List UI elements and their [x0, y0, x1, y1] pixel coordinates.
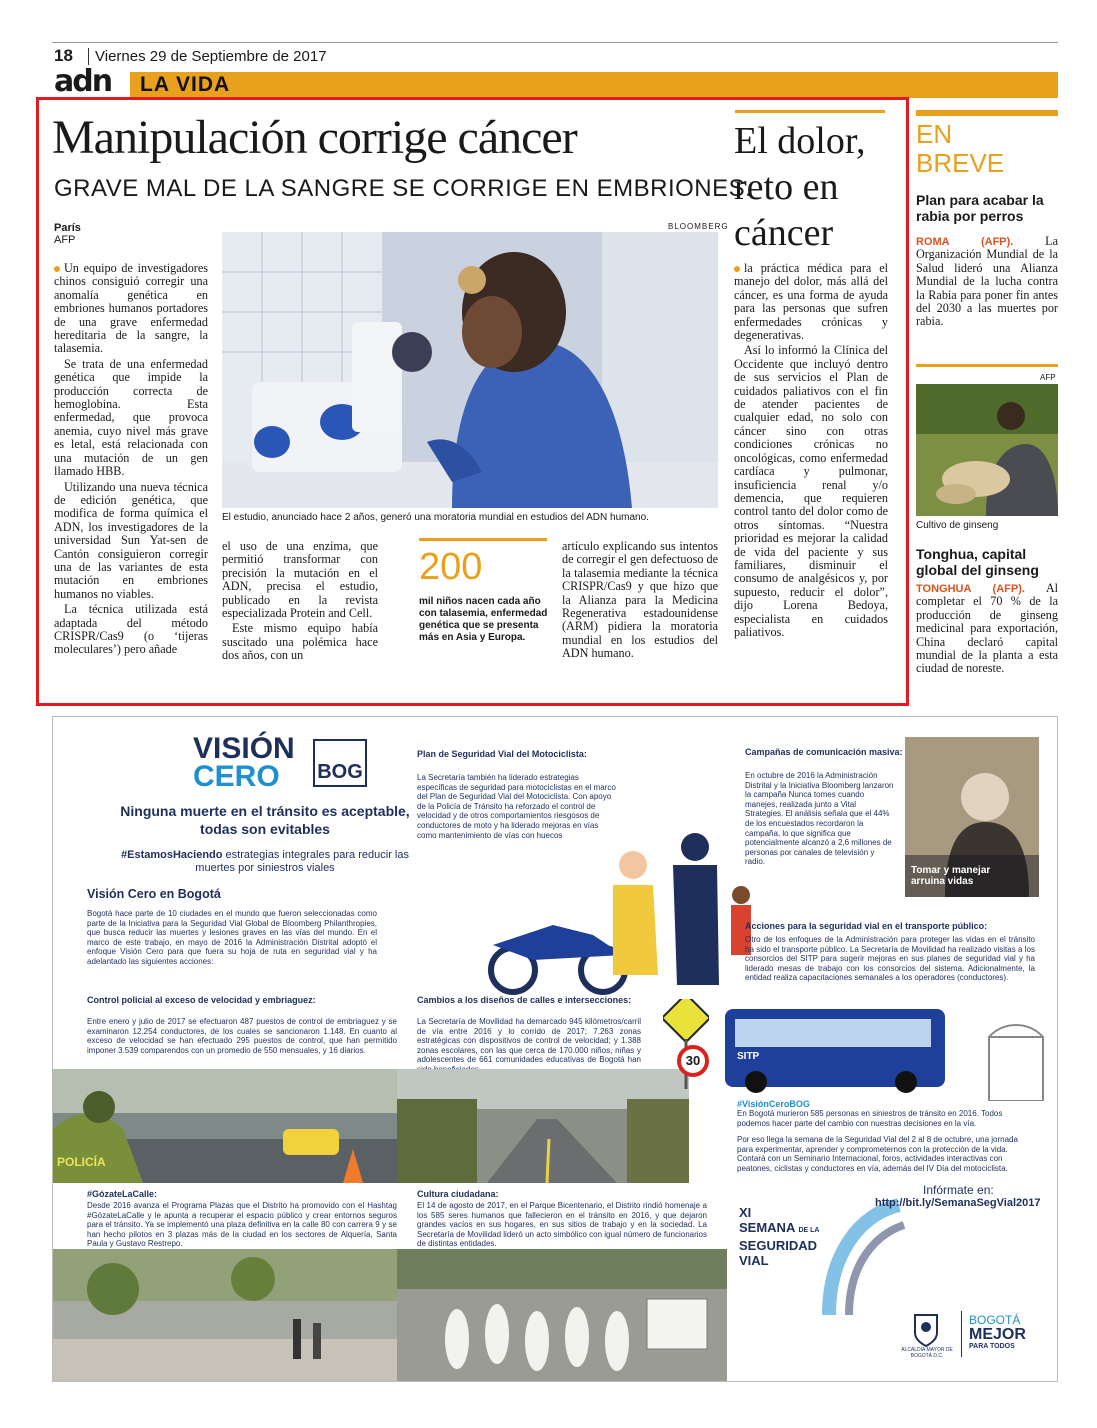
ad-hashtag-rest: estrategias integrales para reducir las muertes por siniestros viales	[195, 849, 409, 874]
police-label: POLICÍA	[57, 1155, 106, 1169]
brief-text-2: Al completar el 70 % de la producción de ginseng medicinal para exportación, China declaró capital mundial de la planta a esta ciudad de noreste.	[916, 581, 1058, 676]
bullet-dot	[54, 266, 60, 272]
article-column-1	[54, 262, 208, 659]
vc-title: Visión Cero en Bogotá	[87, 887, 221, 901]
side-article-body	[734, 262, 888, 641]
police-text: Entre enero y julio de 2017 se efectuaron 487 puestos de control de embriaguez y se examinaron 12.254 conductores, de los cuales se sancionaron 1.148. En cuanto al exceso de velocidad se han efectuado 295 puestos de control, que han permitido imponer 3.539 comparendos con un promedio de 550 mensuales, y 16 diarios.	[87, 1017, 397, 1055]
lab-scene-illustration	[222, 232, 718, 508]
campaign-text: En octubre de 2016 la Administración Distrital y la Iniciativa Bloomberg lanzaron la campaña Nunca tomes cuando manejes, realizada junto a Vital Strategies. El análisis señala que el 44% de los encuestados recordaron la campaña, lo que significa que potencialmente alcanzó a 2,6 millones de personas por canales de televisión y radio.	[745, 771, 894, 867]
brief-body-1	[916, 235, 1058, 329]
photo-credit: BLOOMBERG	[668, 222, 729, 231]
bus-stop-illustration	[983, 1017, 1049, 1101]
photo-caption: El estudio, anunciado hace 2 años, generó una moratoria mundial en estudios del ADN humano.	[222, 512, 649, 523]
bus-wheel	[895, 1071, 917, 1093]
dateline-city: París	[54, 222, 81, 234]
en-breve-line1: EN	[916, 119, 953, 149]
streets-text: La Secretaría de Movilidad ha demarcado 945 kilómetros/carril de vía entre 2016 y lo corrido de 2017; 7.263 zonas estratégicas con dispositivos de control de velocidad; y 1.388 zonas escolares, con las que cerca de 170.000 niños, niñas y adolescentes de 661 comunidades educativas de Bogotá han	[417, 1017, 641, 1065]
police-photo	[53, 1069, 397, 1183]
main-headline: Manipulación corrige cáncer	[52, 111, 577, 164]
vcb-hashtag: #VisiónCeroBOG	[737, 1099, 810, 1109]
stat-number: 200	[419, 546, 483, 588]
poster-slogan: Tomar y manejar arruina vidas	[911, 865, 991, 887]
brief-headline-1: Plan para acabar la rabia por perros	[916, 192, 1044, 224]
ad-hashtag-line	[115, 849, 415, 875]
article-column-3	[562, 540, 718, 663]
col1-paragraph: Un equipo de investigadores chinos consiguió corregir una anomalía genética en embriones humanos portadores de una grave enfermedad hereditaria de la sangre, la talasemia.	[54, 261, 208, 356]
streets-scene	[397, 1069, 689, 1183]
brief-kicker-2: TONGHUA (AFP).	[916, 583, 1025, 595]
streets-photo	[397, 1069, 689, 1183]
stat-rule	[419, 538, 547, 541]
logo-divider	[961, 1311, 962, 1357]
logo-cero: CERO	[193, 760, 280, 793]
ginseng-illustration	[916, 384, 1058, 516]
speed-limit-sign: 30	[677, 1045, 709, 1077]
bus-windows	[735, 1019, 931, 1047]
vision-cero-logo	[193, 732, 295, 793]
col1-paragraph: La técnica utilizada está adaptada del método CRISPR/Cas9 (o ‘tijeras moleculares’) pero añade	[54, 602, 208, 657]
cultura-title: Cultura ciudadana:	[417, 1189, 499, 1199]
col2-paragraph: el uso de una enzima, que permitió transformar con precisión la mutación en el ADN, precisa el estudio, publicado en la revista especializada Protein and Cell.	[222, 539, 378, 621]
gozate-text: Desde 2016 avanza el Programa Plazas que el Distrito ha promovido con el Hashtag #GózateLaCalle y le apunta a recuperar el espacio público y crear entornos seguros para el tránsito. Ya se implementó una plaza definitiva en la calle 80 con carrera 9 y se han hecho pilotos en 3 plazas más de la ciudad en los sectores de Alquería, Santa Paula y Gustavo Restrepo.	[87, 1201, 397, 1249]
ad-hashtag: #EstamosHaciendo	[121, 849, 223, 861]
semana-xi: XI	[739, 1205, 752, 1220]
section-bar	[130, 72, 1058, 98]
plaza-scene	[53, 1249, 397, 1381]
bogota-coat-of-arms-icon	[911, 1313, 941, 1347]
semana-de-la: DE LA	[798, 1227, 820, 1234]
transport-title: Acciones para la seguridad vial en el transporte público:	[745, 921, 988, 931]
logo-bog: BOG	[313, 739, 367, 787]
section-title: LA VIDA	[140, 73, 231, 96]
en-breve-title	[916, 120, 1004, 178]
page-number: 18	[54, 46, 73, 65]
sitp-bus	[725, 1009, 945, 1087]
informate-label: Infórmate en:	[923, 1183, 994, 1197]
vision-cero-ad	[52, 716, 1058, 1382]
brief-photo-credit: AFP	[1040, 373, 1056, 382]
alcaldia-label: ALCALDÍA MAYOR DE BOGOTÁ D.C.	[901, 1347, 953, 1359]
streets-title: Cambios a los diseños de calles e intersecciones:	[417, 995, 632, 1005]
ceremony-scene	[397, 1249, 727, 1381]
side-rule	[735, 110, 885, 113]
adn-logo: adn	[54, 64, 112, 99]
moto-title: Plan de Seguridad Vial del Motociclista:	[417, 749, 587, 759]
col1-paragraph: Utilizando una nueva técnica de edición genética, que modifica de forma química el ADN, los investigadores de la universidad Sun Yat-sen de Cantón consiguieron corregir una de las variantes de esta mutación en embriones humanos no viables.	[54, 479, 208, 601]
semana-vial: VIAL	[739, 1253, 769, 1268]
col3-paragraph: artículo explicando sus intentos de corregir el gen defectuoso de la talasemia mediante la técnica CRISPR/Cas9 y que hizo que la Alianza para la Medicina Regenerativa estadounidense (ARM) pidiera la moratoria mundial en los estudios del ADN humano.	[562, 539, 718, 661]
semana-seguridad: SEGURIDAD	[739, 1238, 818, 1253]
main-subhead: GRAVE MAL DE LA SANGRE SE CORRIGE EN EMBRIONES.	[54, 175, 753, 202]
transport-text: Otro de los enfoques de la Administración para proteger las vidas en el tránsito ha sido el transporte público. La Secretaría de Movilidad ha realizado visitas a los consorcios del SITP para sugerir mejoras en sus planes de seguridad vial y ha liderado mesas de trabajo con los consorcios del sistema. Adicionalmente, la entidad realiza capacitaciones semanales a los operadores (conductores).	[745, 935, 1035, 983]
logo-bogota: BOGOTÁ	[969, 1313, 1021, 1327]
moto-text: La Secretaría también ha liderado estrategias específicas de seguridad para motociclistas en el marco del Plan de Seguridad Vial del Motociclista. Con apoyo de la Policía de Tránsito ha reforzado el control de velocidad y de otros comportamientos riesgosos de conductores de moto y ha liderado mejoras en vías como mantenimiento de vías con huecos	[417, 773, 616, 840]
brief-rule	[916, 364, 1058, 367]
side-headline: El dolor, reto en cáncer	[734, 120, 866, 254]
semana-word: SEMANA	[739, 1220, 795, 1235]
col1-paragraph: Se trata de una enfermedad genética que impide la producción correcta de hemoglobina. Esta enfermedad, que provoca anemia, cuyo nivel más grave es letal, está relacionada con una mutación de un gen llamado HBB.	[54, 356, 208, 479]
logo-vision: VISIÓN	[193, 732, 295, 765]
gozate-photo	[53, 1249, 397, 1381]
en-breve-line2: BREVE	[916, 148, 1005, 178]
dateline-agency: AFP	[54, 234, 76, 246]
bogota-mejor-logo	[969, 1313, 1026, 1350]
ginseng-photo	[916, 384, 1058, 516]
side-paragraph: la práctica médica para el manejo del dolor, más allá del cáncer, es una forma de ayuda para las personas que sufren enfermedades crónicas y degenerativas.	[734, 261, 888, 343]
bullet-dot	[734, 266, 740, 272]
en-breve-bar	[916, 110, 1058, 116]
campaign-poster	[905, 737, 1039, 897]
col2-paragraph: Este mismo equipo había suscitado una polémica hace dos años, con un	[222, 621, 378, 663]
brief-body-2	[916, 582, 1058, 676]
bus-label: SITP	[737, 1051, 760, 1062]
info-url[interactable]: http://bit.ly/SemanaSegVial2017	[875, 1197, 1041, 1209]
brief-kicker-1: ROMA (AFP).	[916, 236, 1014, 248]
logo-para-todos: PARA TODOS	[969, 1343, 1015, 1350]
header-rule	[52, 42, 1058, 43]
vcb-text-2: Por eso llega la semana de la Seguridad Vial del 2 al 8 de octubre, una jornada para experimentar, aprender y comprometernos con la protección de la vida. Contará con un Seminario Internacional, foros, actividades interactivas con peatones, ciclistas y conductores en vía, además del IV Día del motociclista.	[737, 1135, 1018, 1173]
police-title: Control policial al exceso de velocidad y embriaguez:	[87, 995, 316, 1005]
logo-mejor: MEJOR	[969, 1326, 1026, 1343]
cultura-text: El 14 de agosto de 2017, en el Parque Bicentenario, el Distrito rindió homenaje a los 585 seres humanos que fallecieron en el tránsito en 2016, y que dejaron grandes vacíos en sus hogares, en sus sitios de trabajo y en la sociedad. La Secretaría de Movilidad lideró un acto simbólico con igual número de funcionarios de distintas entidades.	[417, 1201, 707, 1249]
brief-headline-2: Tonghua, capital global del ginseng	[916, 546, 1039, 578]
side-paragraph: Así lo informó la Clínica del Occidente que incluyó dentro de sus servicios el Plan de cuidados paliativos con el fin de atender pacientes de cualquier edad, no solo con cáncer sino con otras condiciones crónicas no oncológicas, como enfermedad cardíaca y pulmonar, insuficiencia renal y/o demencia, que requieren control tanto del dolor como de otros síntomas. “Nuestra prioridad es mejorar la calidad de vida del paciente y sus familiares, disminuir el consumo de analgésicos y, por supuesto, reducir el dolor”, dijo Lorena Bedoya, especialista en cuidados paliativos.	[734, 343, 888, 639]
cultura-photo	[397, 1249, 727, 1381]
lab-photo	[222, 232, 718, 508]
gozate-title: #GózateLaCalle:	[87, 1189, 158, 1199]
dateline	[54, 222, 81, 246]
motorcycle-family-illustration	[473, 825, 753, 995]
bus-wheel	[745, 1071, 767, 1093]
campaign-title: Campañas de comunicación masiva:	[745, 747, 903, 757]
issue-date: Viernes 29 de Septiembre de 2017	[88, 48, 327, 65]
ad-tagline: Ninguna muerte en el tránsito es aceptable, todas son evitables	[120, 803, 410, 837]
brief-text-1: La Organización Mundial de la Salud lideró una Alianza Mundial de la lucha contra la Rabia para poner fin antes del 2030 a las muertes por rabia.	[916, 234, 1059, 329]
stat-text: mil niños nacen cada año con talasemia, enfermedad genética que se presenta más en Asia y Europa.	[419, 596, 548, 643]
brief-photo-caption: Cultivo de ginseng	[916, 520, 999, 531]
semana-graphic	[729, 1195, 909, 1315]
vcb-text-1: En Bogotá murieron 585 personas en siniestros de tránsito en 2016. Todos podemos hacer parte del cambio con nuestras decisiones en la vía.	[737, 1109, 1003, 1128]
article-column-2	[222, 540, 378, 665]
vc-text: Bogotá hace parte de 10 ciudades en el mundo que fueron seleccionadas como parte de la Iniciativa para la Seguridad Vial Global de Bloomberg Philanthropies, que busca reducir las muertes y lesiones graves en las vías del mundo. En el marco de este trabajo, en mayo de 2016 la Administración Distrital adoptó el enfoque Visión Cero para que fuera su hoja de ruta en seguridad vial y ha adelantado las siguientes acciones:	[87, 909, 377, 966]
